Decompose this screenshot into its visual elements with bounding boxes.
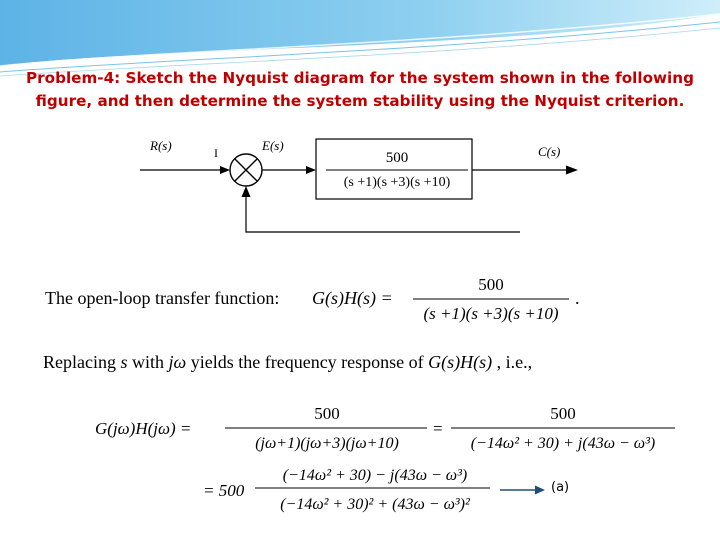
eq1-lhs: G(jω)H(jω) = [95,419,192,438]
block-denominator: (s +1)(s +3)(s +10) [343,175,451,190]
open-loop-denominator: (s +1)(s +3)(s +10) [423,304,559,323]
with-text: with [132,352,165,372]
summing-junction [230,154,262,186]
open-loop-lhs: G(s)H(s) = [312,288,393,308]
eq1-denominator-2: (−14ω² + 30) + j(43ω − ω³) [470,435,656,452]
replacing-text: Replacing [43,352,116,372]
yields-text: yields the frequency response of [190,352,424,372]
title-line-2: figure, and then determine the system stability using the Nyquist criterion. [35,92,685,110]
input-label: R(s) [150,138,172,153]
var-gh: G(s)H(s) [428,352,493,372]
ie-text: , i.e., [496,352,533,372]
eq1-numerator-2: 500 [550,404,576,423]
eq1-denominator-1: (jω+1)(jω+3)(jω+10) [255,435,399,452]
open-loop-text: The open-loop transfer function: [45,288,280,308]
block-diagram [140,130,582,236]
equation-label: (a) [551,480,570,495]
svg-text:Replacing s with j [43,352,532,373]
open-loop-numerator: 500 [478,275,504,294]
error-label: E(s) [262,138,284,153]
output-label: C(s) [538,144,561,159]
title-line-1: Problem-4: Sketch the Nyquist diagram for the system shown in the following [26,69,694,87]
slide-title [20,67,700,113]
eq1-numerator-1: 500 [314,404,340,423]
eq2-lhs: = 500 [203,481,245,500]
eq2-numerator: (−14ω² + 30) − j(43ω − ω³) [282,467,468,484]
var-jw: jω [168,352,187,372]
equation-panel [35,268,685,518]
var-s: s [120,352,128,372]
block-numerator: 500 [385,150,409,166]
svg-text:.: . [575,288,580,308]
eq2-denominator: (−14ω² + 30)² + (43ω − ω³)² [280,496,470,513]
plant-block [316,139,472,199]
plus-sign: I [214,146,218,160]
eq1-equals: = [433,419,443,438]
